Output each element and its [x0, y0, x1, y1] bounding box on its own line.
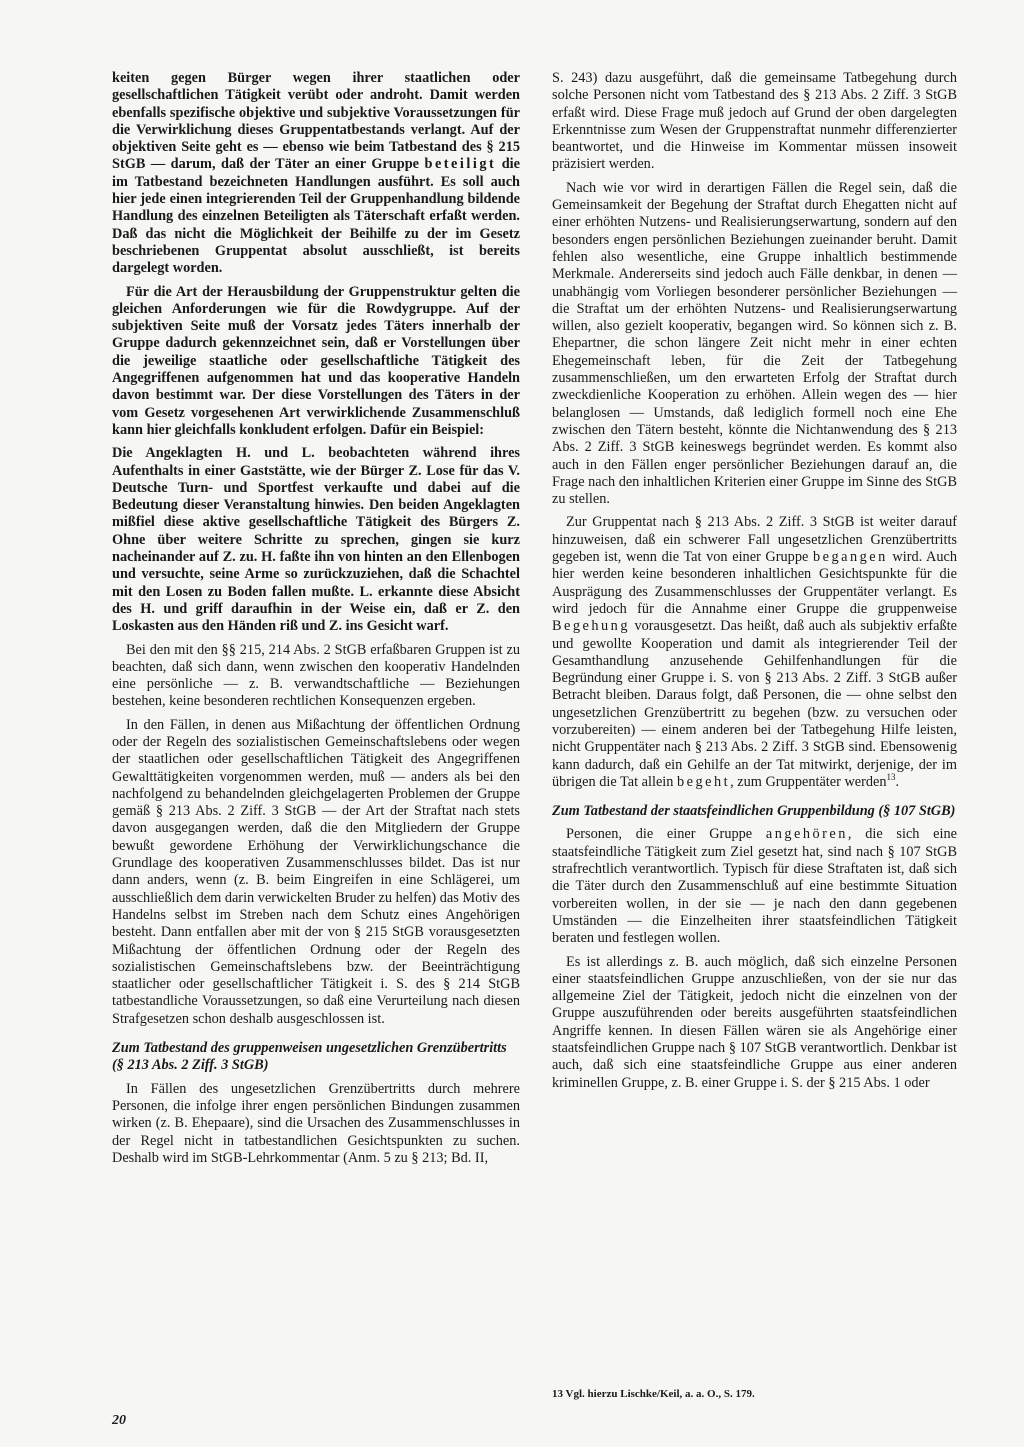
- text-run: Personen, die einer Gruppe: [566, 826, 753, 843]
- paragraph: Für die Art der Herausbildung der Gruppenstruktur gelten die gleichen Anforderungen wie für die Rowdygruppe. Auf der subjektiven Seite muß der Vorsatz jedes Täters innerhalb der Gruppe dadurch gekennzeichnet sein, daß er Vorstellungen über die jeweilige staatliche oder gesellschaftliche Tätigkeit des Angegriffenen aufgenommen hat und das kooperative Handeln davon bestimmt war. Der diese Vorstellungen des Täters in der vom Gesetz vorgesehenen Art verwirklichende Zusammenschluß kann hier gleichfalls konkludent erfolgen. Dafür ein Beispiel:: [112, 283, 520, 438]
- paragraph: S. 243) dazu ausgeführt, daß die gemeinsame Tatbegehung durch solche Personen nicht vom Tatbestand des § 213 Abs. 2 Ziff. 3 StGB erfaßt wird. Diese Frage muß jedoch auf Grund der oben dargelegten Erkenntnisse zum Wesen der Gruppenstraftat nunmehr differenzierter beantwortet, und die Hinweise im Kommentar müssen insoweit präzisiert werden.: [552, 70, 957, 173]
- paragraph: Es ist allerdings z. B. auch möglich, daß sich einzelne Personen einer staatsfeindlichen Gruppe anzuschließen, von der sie nur das allgemeine Ziel der Tätigkeit, jedoch nicht die einzelnen von der Gruppe auszuführenden oder bereits ausgeführten staatsfeindlichen Angriffe kennen. In diesen Fällen wären sie als Angehörige einer staatsfeindlichen Gruppe nach § 107 StGB verantwortlich. Denkbar ist auch, daß sich eine staatsfeindliche Gruppe aus einer anderen kriminellen Gruppe, z. B. einer Gruppe i. S. der § 215 Abs. 1 oder: [552, 953, 957, 1091]
- text-run: keiten gegen Bürger wegen ihrer staatlichen oder gesellschaftlichen Tätigkeit verübt oder androht. Damit werden ebenfalls spezifische objektive und subjektive Voraussetzungen für die Verwirklichung dieses Gruppentatbestands verlangt. Auf der objektiven Seite geht es — ebenso wie beim Tatbestand des § 215 StGB — darum, daß der Täter an einer Gruppe: [112, 70, 520, 173]
- section-heading: Zum Tatbestand der staatsfeindlichen Gruppenbildung (§ 107 StGB): [552, 803, 956, 820]
- page-number: 20: [112, 1413, 126, 1428]
- example-paragraph: Die Angeklagten H. und L. beobachteten während ihres Aufenthalts in einer Gaststätte, wie der Bürger Z. Lose für das V. Deutsche Turn- und Sportfest verkaufte und dabei auf die Bedeutung dieser Veranstaltung hinwies. Den beiden Angeklagten mißfiel diese aktive gesellschaftliche Tätigkeit des Bürgers Z. Ohne über weitere Schritte zu sprechen, gingen sie kurz nacheinander auf Z. zu. H. faßte ihn von hinten an den Ellenbogen und versuchte, seine Arme so zurückzuziehen, daß die Schachtel mit den Losen zu Boden fallen mußte. L. erkannte diese Absicht des H. und griff daraufhin in der Weise ein, daß er Z. den Loskasten aus den Händen riß und Z. ins Gesicht warf.: [112, 445, 520, 635]
- paragraph: Nach wie vor wird in derartigen Fällen die Regel sein, daß die Gemeinsamkeit der Begehung der Straftat durch Ehegatten nicht auf einer erhöhten Nutzens- und Realisierungserwartung, sondern auf den besonders engen persönlichen Beziehungen zueinander beruht. Damit fehlen also wesentliche, eine Gruppe inhaltlich bestimmende Merkmale. Andererseits sind jedoch auch Fälle denkbar, in denen — unabhängig vom Vorliegen besonderer persönlicher Beziehungen — die Straftat um der erhöhten Nutzens- und Realisierungserwartung willen, also gezielt kooperativ, begangen wird. So können sich z. B. Ehepartner, die schon längere Zeit nicht mehr in einer echten Ehegemeinschaft leben, für die Zeit der Tatbegehung zusammenschließen, um den erwarteten Erfolg der Straftat durch zweckdienliche Kooperation zu erhöhen. Allein wegen des — hier belanglosen — Umstands, daß lediglich formell noch eine Ehe zwischen den Tätern besteht, könnte die Nichtanwendung des § 213 Abs. 2 Ziff. 3 StGB keineswegs begründet werden. Es kommt also auch in den Fällen enger persönlicher Beziehungen darauf an, die Frage nach den inhaltlichen Kriterien einer Gruppe im Sinne des StGB zu stellen.: [552, 179, 957, 508]
- text-run: , zum Gruppentäter werden: [730, 773, 887, 790]
- spaced-emphasis: begeht: [677, 773, 731, 790]
- text-run: Zur Gruppentat nach § 213 Abs. 2 Ziff. 3 StGB ist weiter darauf hinzuweisen, daß ein schwerer Fall ungesetzlichen Grenzübertritts gegeben ist, wenn die Tat von einer Gruppe: [552, 514, 957, 566]
- text-run: , die sich eine staatsfeindliche Tätigkeit zum Ziel gesetzt hat, sind nach § 107 StGB strafrechtlich verantwortlich. Typisch für diese Straftaten ist, daß sich die Täter durch den Zusammenschluß auf eine bestimmte Situation vorbereiten wollen, in der sie — je nach den dann gegebenen Umständen — die Einzelheiten ihrer staatsfeindlichen Tätigkeit beraten und festlegen wollen.: [552, 826, 957, 947]
- spaced-emphasis: begangen: [812, 549, 888, 566]
- text-run: vorausgesetzt. Das heißt, daß auch als subjektiv erfaßte und gewollte Kooperation und damit als integrierender Teil der Gesamthandlung anzusehende Gehilfenhandlungen für die Begründung einer Gruppe i. S. von § 213 Abs. 2 Ziff. 3 StGB außer Betracht bleiben. Daraus folgt, daß Personen, die — ohne selbst den ungesetzlichen Grenzübertritt zu begehen (bzw. zu versuchen oder vorzubereiten) — einem anderen bei der Tatbegehung Hilfe leisten, nicht Gruppentäter nach § 213 Abs. 2 Ziff. 3 StGB sind. Ebensowenig kann dadurch, daß ein Gehilfe an der Tat mitwirkt, derjenige, der im übrigen die Tat allein: [552, 618, 957, 790]
- spaced-emphasis: angehören: [765, 826, 848, 843]
- paragraph: In den Fällen, in denen aus Mißachtung der öffentlichen Ordnung oder der Regeln des sozialistischen Gemeinschaftslebens oder wegen der staatlichen oder gesellschaftlichen Tätigkeit des Angegriffenen Gewalttätigkeiten vorgenommen werden, muß — anders als bei den nachfolgend zu behandelnden gleichgelagerten Problemen der Gruppe gemäß § 213 Abs. 2 Ziff. 3 StGB — der Art der Straftat nach stets davon ausgegangen werden, daß die den Mitgliedern der Gruppe bewußt gewordene Erhöhung der Verwirklichungschance die Grundlage des kooperativen Zusammenschlusses bildet. Das ist nur dann anders, wenn (z. B. beim Eingreifen in eine Schlägerei, um ausschließlich dem darin verwickelten Bruder zu helfen) das Motiv des Handelns selbst im Streben nach dem Schutz eines Angehörigen besteht. Dann entfallen aber mit der von § 215 StGB vorausgesetzten Mißachtung der öffentlichen Ordnung oder der Regeln des sozialistischen Gemeinschaftslebens bzw. der Beeinträchtigung staatlicher oder gesellschaftlicher Tätigkeit i. S. des § 214 StGB tatbestandliche Voraussetzungen, so daß eine Verurteilung nach diesen Strafgesetzen schon deshalb ausgeschlossen ist.: [112, 716, 520, 1027]
- footnote: 13 Vgl. hierzu Lischke/Keil, a. a. O., S. 179.: [552, 1388, 755, 1400]
- paragraph: In Fällen des ungesetzlichen Grenzübertritts durch mehrere Personen, die infolge ihrer engen persönlichen Bindungen zusammen wirken (z. B. Ehepaare), sind die Ursachen des Zusammenschlusses in der Regel nicht in tatbestandlichen Gesichtspunkten zu suchen. Deshalb wird im StGB-Lehrkommentar (Anm. 5 zu § 213; Bd. II,: [112, 1080, 520, 1166]
- section-heading: Zum Tatbestand des gruppenweisen ungesetzlichen Grenzübertritts (§ 213 Abs. 2 Ziff. 3 StGB): [112, 1040, 507, 1074]
- paragraph: [552, 514, 957, 791]
- spaced-emphasis: beteiligt: [424, 156, 497, 173]
- right-column: [552, 70, 957, 1098]
- text-run: wird. Auch hier werden keine besonderen inhaltlichen Gesichtspunkte für die Ausprägung des Zusammenschlusses der Gruppentäter verlangt. Es wird jedoch für die Annahme einer Gruppe die gruppenweise: [552, 549, 957, 617]
- paragraph: [552, 826, 957, 947]
- left-column: [112, 70, 520, 1173]
- paragraph: [112, 70, 520, 278]
- paragraph: Bei den mit den §§ 215, 214 Abs. 2 StGB erfaßbaren Gruppen ist zu beachten, daß sich dann, wenn zwischen den kooperativ Handelnden eine persönliche — z. B. verwandtschaftliche — Beziehungen bestehen, keine besonderen rechtlichen Konsequenzen ergeben.: [112, 641, 520, 710]
- spaced-emphasis: Begehung: [552, 618, 630, 635]
- footnote-reference[interactable]: 13: [886, 772, 896, 783]
- text-run: .: [895, 773, 900, 790]
- text-run: die im Tatbestand bezeichneten Handlungen ausführt. Es soll auch hier jede einen integrierenden Teil der Gruppenhandlung bildende Handlung des einzelnen Beteiligten als Täterschaft erfaßt werden. Daß das nicht die Möglichkeit der Beihilfe zu der im Gesetz beschriebenen Gruppentat absolut ausschließt, ist bereits dargelegt worden.: [112, 156, 521, 277]
